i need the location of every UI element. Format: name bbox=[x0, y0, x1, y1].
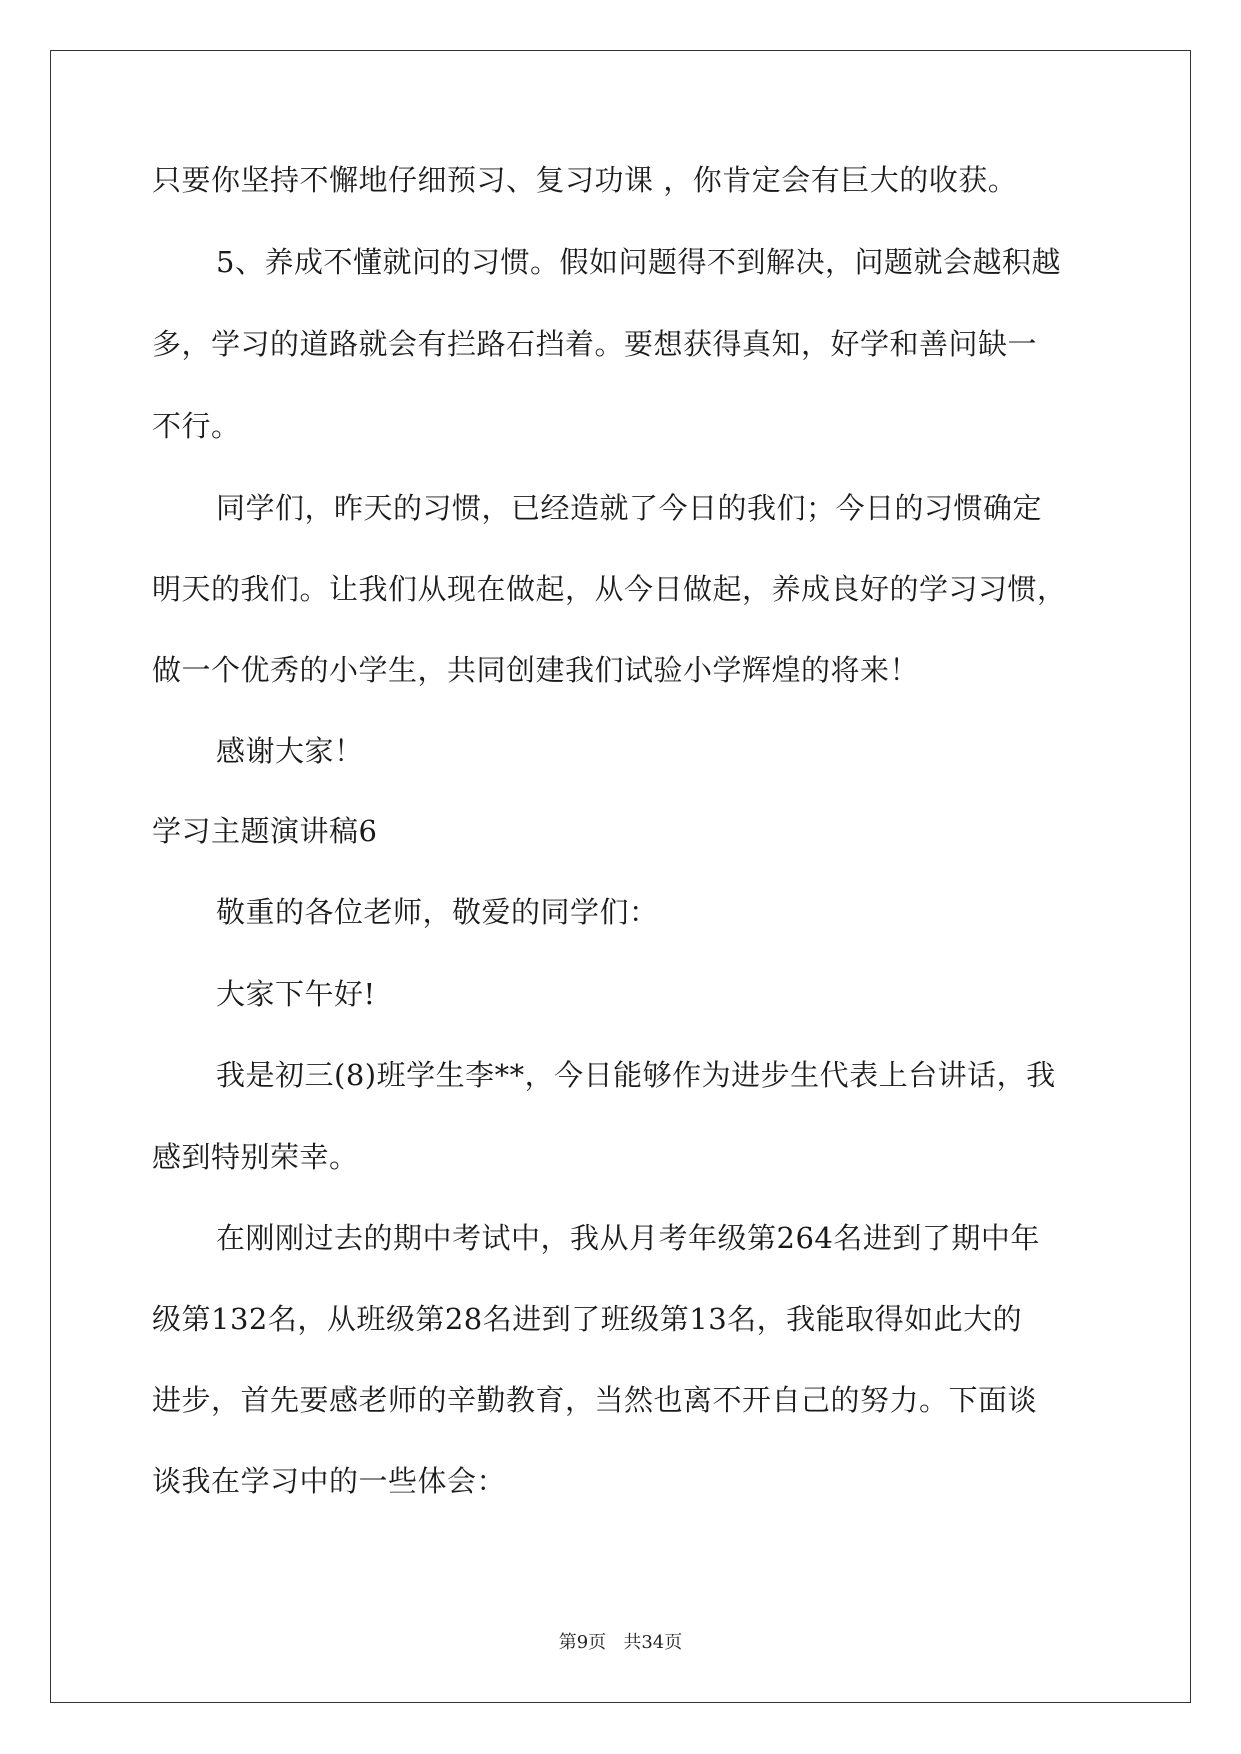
text-line: 我是初三(8)班学生李**，今日能够作为进步生代表上台讲话，我 bbox=[216, 1058, 1056, 1092]
text-line: 谈我在学习中的一些体会： bbox=[152, 1464, 507, 1498]
greeting: 大家下午好! bbox=[216, 977, 376, 1011]
page-number-footer: 第9页 共34页 bbox=[558, 1632, 683, 1653]
text-line: 感谢大家！ bbox=[216, 734, 364, 768]
text-line: 在刚刚过去的期中考试中，我从月考年级第264名进到了期中年 bbox=[216, 1221, 1040, 1255]
text-line: 多，学习的道路就会有拦路石挡着。要想获得真知，好学和善问缺一 bbox=[152, 327, 1038, 361]
text-line: 同学们，昨天的习惯，已经造就了今日的我们；今日的习惯确定 bbox=[216, 491, 1043, 525]
text-line: 明天的我们。让我们从现在做起，从今日做起，养成良好的学习习惯， bbox=[152, 572, 1067, 606]
section-heading: 学习主题演讲稿6 bbox=[152, 814, 378, 848]
text-line: 5、养成不懂就问的习惯。假如问题得不到解决，问题就会越积越 bbox=[216, 245, 1061, 279]
text-line: 感到特别荣幸。 bbox=[152, 1140, 359, 1174]
salutation: 敬重的各位老师，敬爱的同学们： bbox=[216, 895, 659, 929]
text-line: 做一个优秀的小学生，共同创建我们试验小学辉煌的将来！ bbox=[152, 653, 920, 687]
text-line: 不行。 bbox=[152, 409, 241, 443]
text-line: 进步，首先要感老师的辛勤教育，当然也离不开自己的努力。下面谈 bbox=[152, 1383, 1038, 1417]
text-line: 级第132名，从班级第28名进到了班级第13名，我能取得如此大的 bbox=[152, 1302, 1023, 1336]
text-line: 只要你坚持不懈地仔细预习、复习功课 ，你肯定会有巨大的收获。 bbox=[152, 163, 1018, 197]
page-border bbox=[50, 50, 1191, 1703]
